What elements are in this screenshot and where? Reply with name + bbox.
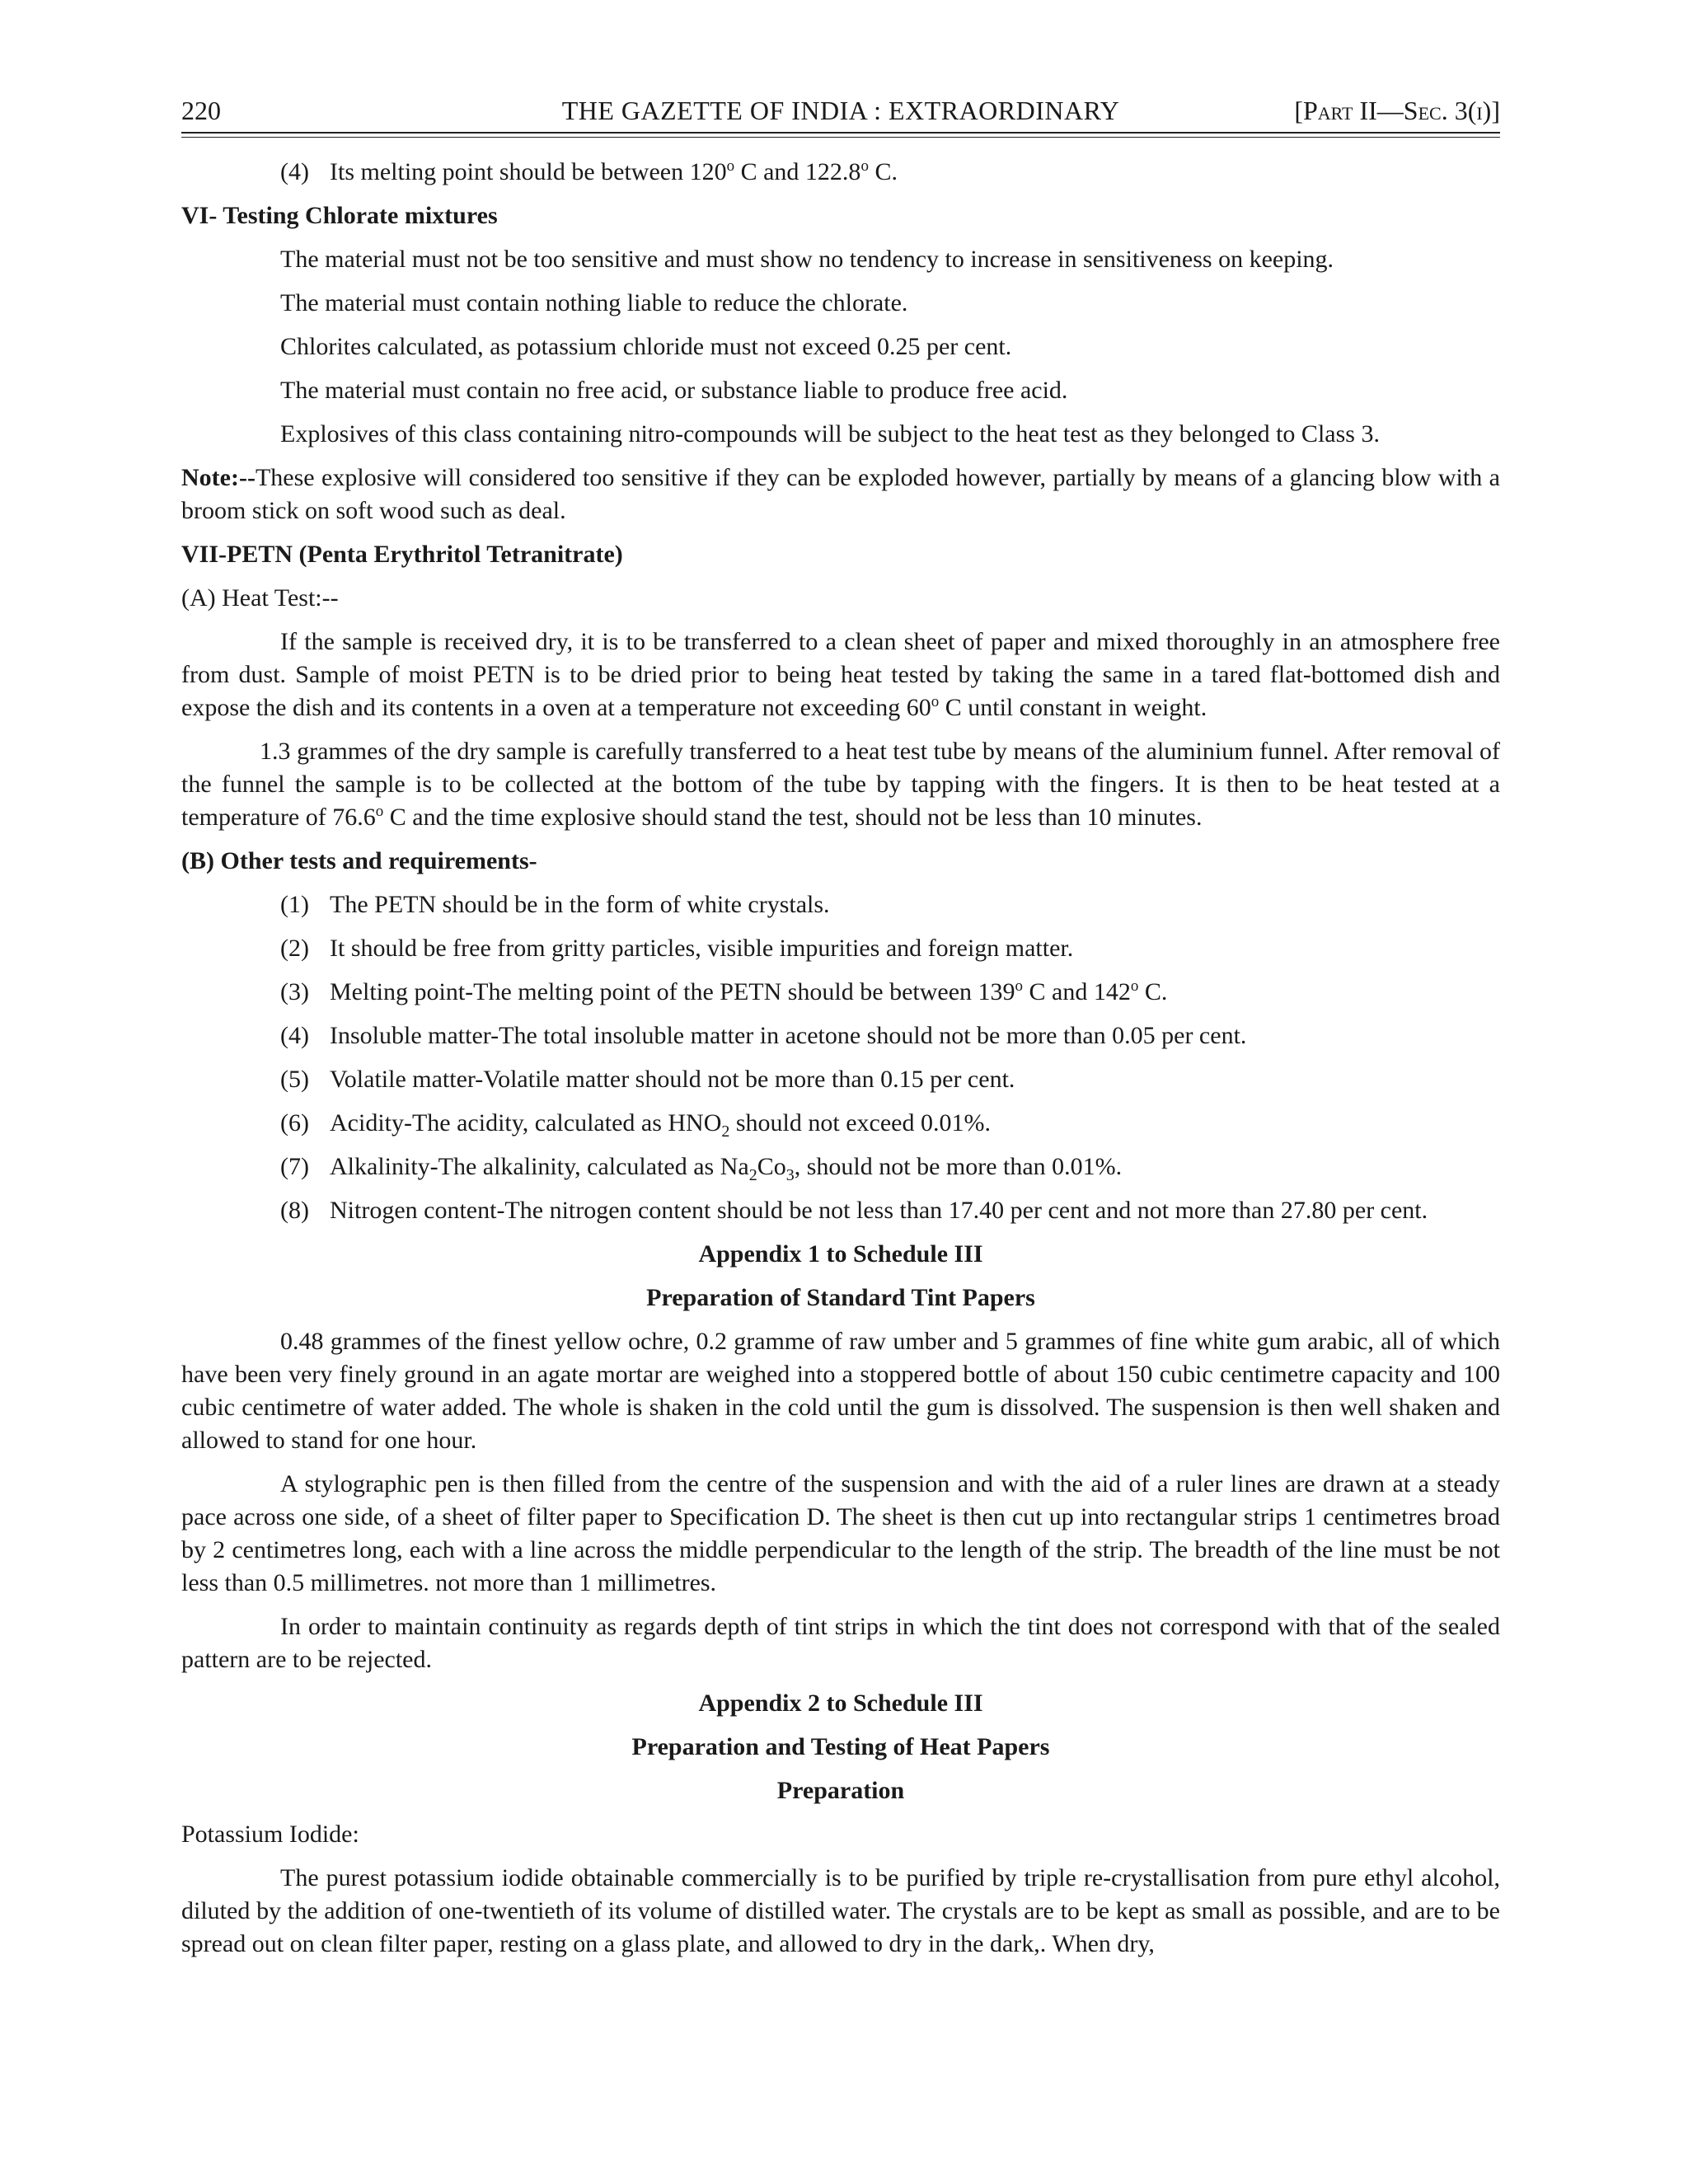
list-item: (6) Acidity-The acidity, calculated as $HNO_2$ should not exceed 0.01%. <box>280 1109 991 1141</box>
paragraph: 1.3 grammes of the dry sample is carefully transferred to a heat test tube by means of the aluminium funnel. After removal of the funnel the sample is to be collected at the bottom of the tube by tapping with the fingers. It is then to be heat tested at a temperature of 76.6$^o$ C and the time explosive should stand the test, should not be less than 10 minutes. <box>181 738 1500 831</box>
subheading: (A) Heat Test:-- <box>181 584 339 612</box>
paragraph: In order to maintain continuity as regards depth of tint strips in which the tint does not correspond with that of the sealed pattern are to be rejected. <box>181 1613 1500 1673</box>
list-item: (7) Alkalinity-The alkalinity, calculated as $Na_2Co_3$, should not be more than 0.01%. <box>280 1153 1123 1184</box>
paragraph: 0.48 grammes of the finest yellow ochre, 0.2 gramme of raw umber and 5 grammes of fine white gum arabic, all of which have been very finely ground in an agate mortar are weighed into a stoppered bottle of about 150 cubic centimetre capacity and 100 cubic centimetre of water added. The whole is shaken in the cold until the gum is dissolved. The suspension is then well shaken and allowed to stand for one hour. <box>181 1328 1500 1454</box>
list-item: (5) Volatile matter-Volatile matter should not be more than 0.15 per cent. <box>280 1066 1015 1093</box>
appendix-subtitle: Preparation of Standard Tint Papers <box>646 1284 1035 1311</box>
top-list <box>181 156 1500 189</box>
paragraph: A stylographic pen is then filled from the centre of the suspension and with the aid of a ruler lines are drawn at a steady pace across one side, of a sheet of filter paper to Specification D. The sheet is then cut up into rectangular strips 1 centimetres broad by 2 centimetres long, each with a line across the middle perpendicular to the length of the strip. The breadth of the line must be not less than 0.5 millimetres. not more than 1 millimetres. <box>181 1470 1500 1596</box>
subheading: Potassium Iodide: <box>181 1821 359 1848</box>
requirements-list <box>181 888 1500 1227</box>
note-paragraph: Note:--These explosive will considered too sensitive if they can be exploded however, partially by means of a glancing blow with a broom stick on soft wood such as deal. <box>181 464 1500 524</box>
list-item: (2) It should be free from gritty particles, visible impurities and foreign matter. <box>280 935 1074 962</box>
appendix-title: Appendix 1 to Schedule III <box>698 1240 983 1268</box>
gazette-title: THE GAZETTE OF INDIA : EXTRAORDINARY <box>561 96 1120 125</box>
page-number: 220 <box>181 96 221 125</box>
list-item: (1) The PETN should be in the form of white crystals. <box>280 891 830 918</box>
paragraph: The material must contain nothing liable to reduce the chlorate. <box>280 289 908 316</box>
paragraph: Chlorites calculated, as potassium chloride must not exceed 0.25 per cent. <box>280 333 1012 360</box>
part-section: [Part II—Sec. 3(i)] <box>1294 96 1500 125</box>
appendix-subtitle: Preparation and Testing of Heat Papers <box>631 1733 1050 1760</box>
gazette-page <box>181 89 1500 1971</box>
section-heading: VI- Testing Chlorate mixtures <box>181 202 498 229</box>
section-heading: VII-PETN (Penta Erythritol Tetranitrate) <box>181 541 623 568</box>
note-label: Note:-- <box>181 464 256 491</box>
header-rule-thin <box>181 137 1500 138</box>
appendix-subsubtitle: Preparation <box>776 1777 905 1804</box>
appendix-title: Appendix 2 to Schedule III <box>698 1690 983 1717</box>
header-rule <box>181 132 1500 134</box>
paragraph: The purest potassium iodide obtainable commercially is to be purified by triple re-crystallisation from pure ethyl alcohol, diluted by the addition of one-twentieth of its volume of distilled water. The crystals are to be kept as small as possible, and are to be spread out on clean filter paper, resting on a glass plate, and allowed to dry in the dark,. When dry, <box>181 1864 1500 1957</box>
page-header <box>181 89 1500 132</box>
list-item: (8) Nitrogen content-The nitrogen content should be not less than 17.40 per cent and not more than 27.80 per cent. <box>280 1197 1428 1224</box>
list-item: (4) Insoluble matter-The total insoluble matter in acetone should not be more than 0.05 per cent. <box>280 1022 1247 1049</box>
paragraph: The material must not be too sensitive and must show no tendency to increase in sensitiveness on keeping. <box>280 246 1334 273</box>
paragraph: Explosives of this class containing nitro-compounds will be subject to the heat test as they belonged to Class 3. <box>280 420 1380 448</box>
list-item: (3) Melting point-The melting point of the PETN should be between 139$^o$ C and 142$^o$ C. <box>280 977 1168 1005</box>
paragraph: If the sample is received dry, it is to be transferred to a clean sheet of paper and mixed thoroughly in an atmosphere free from dust. Sample of moist PETN is to be dried prior to being heat tested by taking the same in a tared flat-bottomed dish and expose the dish and its contents in a oven at a temperature not exceeding 60$^o$ C until constant in weight. <box>181 628 1500 721</box>
paragraph: The material must contain no free acid, or substance liable to produce free acid. <box>280 377 1068 404</box>
list-item: (4) Its melting point should be between 120$^o$ C and 122.8$^o$ C. <box>280 157 898 185</box>
subheading: (B) Other tests and requirements- <box>181 847 537 874</box>
